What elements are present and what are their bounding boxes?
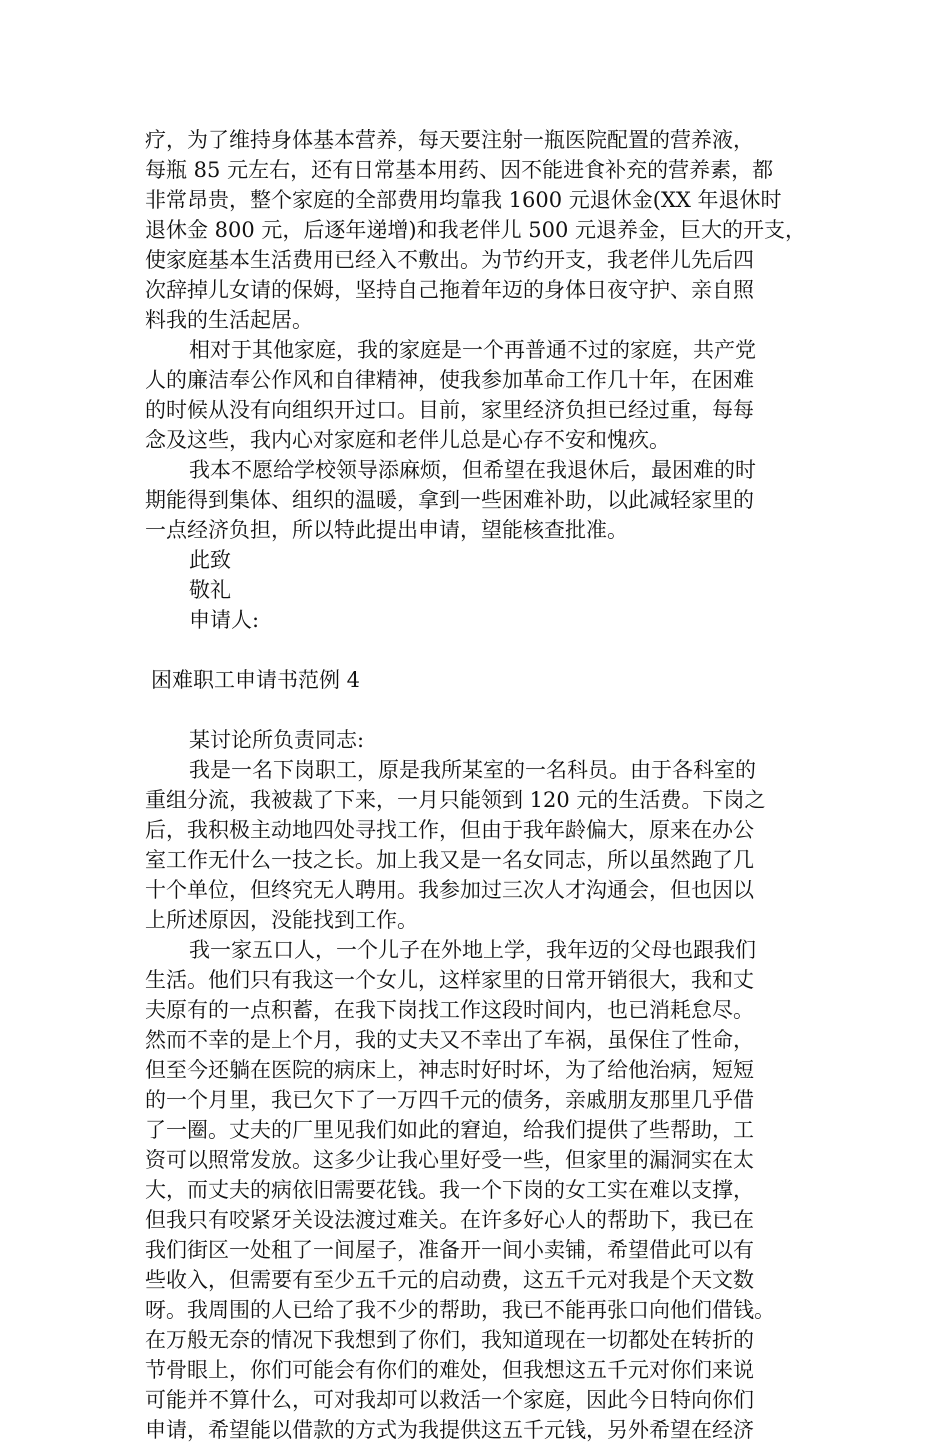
text-line: 节骨眼上，你们可能会有你们的难处，但我想这五千元对你们来说 [145,1358,754,1382]
text-line: 呀。我周围的人已给了我不少的帮助，我已不能再张口向他们借钱。 [145,1298,775,1322]
spacer [145,695,825,725]
closing-cizhi: 此致 [189,548,231,572]
text-line: 相对于其他家庭，我的家庭是一个再普通不过的家庭，共产党 [189,338,756,362]
text-line: 上所述原因，没能找到工作。 [145,908,418,932]
text-line: 大，而丈夫的病依旧需要花钱。我一个下岗的女工实在难以支撑， [145,1178,754,1202]
text-line: 资可以照常发放。这多少让我心里好受一些，但家里的漏洞实在太 [145,1148,754,1172]
text-line: 我本不愿给学校领导添麻烦，但希望在我退休后，最困难的时 [189,458,756,482]
text-line: 但至今还躺在医院的病床上，神志时好时坏，为了给他治病，短短 [145,1058,754,1082]
text-line: 人的廉洁奉公作风和自律精神，使我参加革命工作几十年，在困难 [145,368,754,392]
text-line: 重组分流，我被裁了下来，一月只能领到 120 元的生活费。下岗之 [145,788,766,812]
text-line: 使家庭基本生活费用已经入不敷出。为节约开支，我老伴儿先后四 [145,248,754,272]
text-line: 非常昂贵，整个家庭的全部费用均靠我 1600 元退休金(XX 年退休时 [145,188,782,212]
text-line: 然而不幸的是上个月，我的丈夫又不幸出了车祸，虽保住了性命， [145,1028,754,1052]
text-line: 的一个月里，我已欠下了一万四千元的债务，亲戚朋友那里几乎借 [145,1088,754,1112]
text-line: 念及这些，我内心对家庭和老伴儿总是心存不安和愧疚。 [145,428,670,452]
text-line: 退休金 800 元，后逐年递增)和我老伴儿 500 元退养金，巨大的开支， [145,218,807,242]
paragraph-laid-off [145,755,825,935]
text-line: 次辞掉儿女请的保姆，坚持自己拖着年迈的身体日夜守护、亲自照 [145,278,754,302]
text-line: 十个单位，但终究无人聘用。我参加过三次人才沟通会，但也因以 [145,878,754,902]
text-line: 生活。他们只有我这一个女儿，这样家里的日常开销很大，我和丈 [145,968,754,992]
text-line: 我一家五口人，一个儿子在外地上学，我年迈的父母也跟我们 [189,938,756,962]
text-line: 料我的生活起居。 [145,308,313,332]
text-line: 申请，希望能以借款的方式为我提供这五千元钱，另外希望在经济 [145,1418,754,1442]
text-line: 一点经济负担，所以特此提出申请，望能核查批准。 [145,518,628,542]
text-line: 了一圈。丈夫的厂里见我们如此的窘迫，给我们提供了些帮助，工 [145,1118,754,1142]
paragraph-hardship [145,935,825,1445]
text-line: 在万般无奈的情况下我想到了你们，我知道现在一切都处在转折的 [145,1328,754,1352]
section-title: 困难职工申请书范例 4 [151,668,361,692]
paragraph-expenses [145,125,825,335]
text-line: 每瓶 85 元左右，还有日常基本用药、因不能进食补充的营养素，都 [145,158,774,182]
text-line: 室工作无什么一技之长。加上我又是一名女同志，所以虽然跑了几 [145,848,754,872]
document-page [145,125,825,1445]
applicant-label: 申请人: [189,608,260,632]
text-line: 夫原有的一点积蓄，在我下岗找工作这段时间内，也已消耗怠尽。 [145,998,754,1022]
text-line: 疗，为了维持身体基本营养，每天要注射一瓶医院配置的营养液， [145,128,754,152]
text-line: 我们街区一处租了一间屋子，准备开一间小卖铺，希望借此可以有 [145,1238,754,1262]
paragraph-family [145,335,825,455]
spacer [145,635,825,665]
text-line: 我是一名下岗职工，原是我所某室的一名科员。由于各科室的 [189,758,756,782]
salutation: 某讨论所负责同志: [189,728,365,752]
text-line: 后，我积极主动地四处寻找工作，但由于我年龄偏大，原来在办公 [145,818,754,842]
text-line: 的时候从没有向组织开过口。目前，家里经济负担已经过重，每每 [145,398,754,422]
paragraph-request [145,455,825,545]
text-line: 期能得到集体、组织的温暖，拿到一些困难补助，以此减轻家里的 [145,488,754,512]
text-line: 些收入，但需要有至少五千元的启动费，这五千元对我是个天文数 [145,1268,754,1292]
closing-jingli: 敬礼 [189,578,231,602]
text-line: 但我只有咬紧牙关设法渡过难关。在许多好心人的帮助下，我已在 [145,1208,754,1232]
text-line: 可能并不算什么，可对我却可以救活一个家庭，因此今日特向你们 [145,1388,754,1412]
